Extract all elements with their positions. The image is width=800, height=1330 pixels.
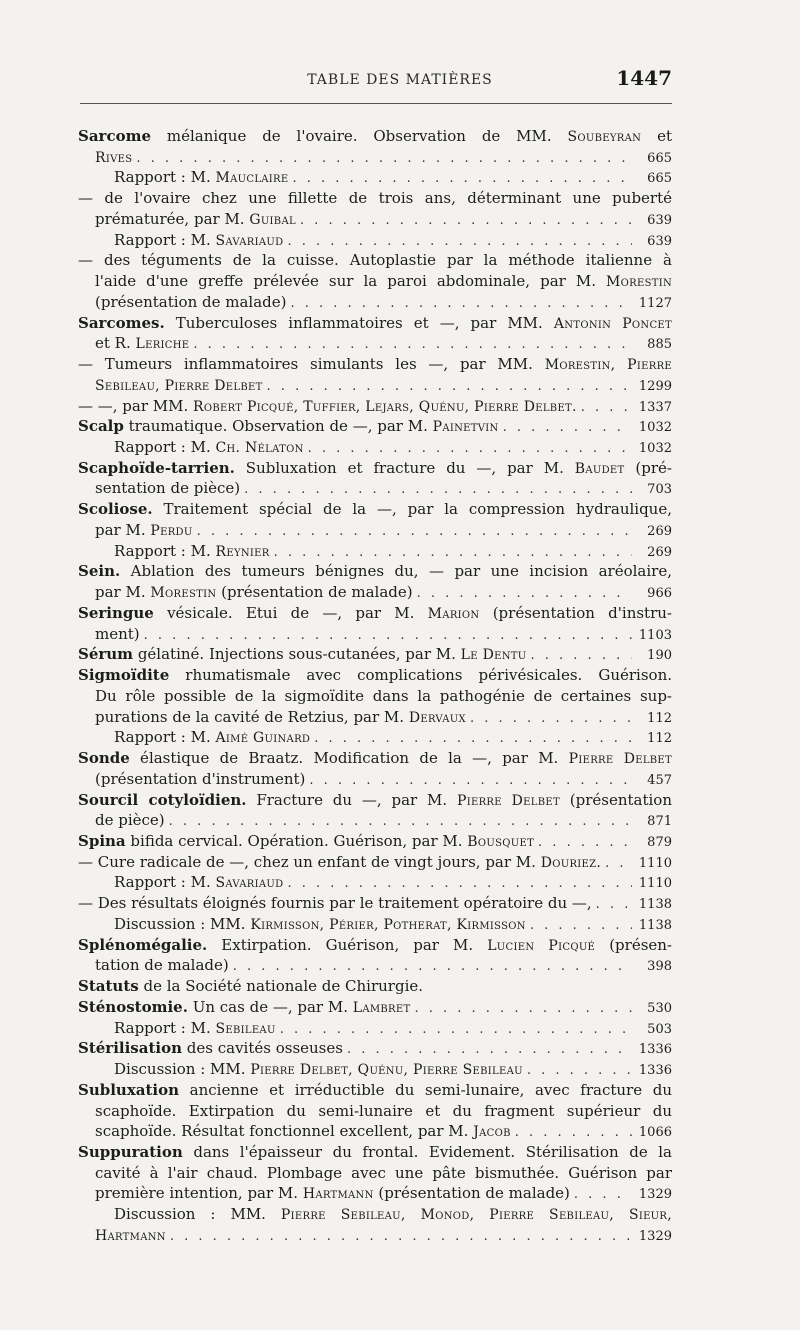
index-line: [78, 603, 672, 624]
index-line: [78, 1018, 672, 1039]
entry-text: [114, 167, 288, 189]
index-line: [78, 1080, 672, 1101]
entry-text: [78, 313, 672, 335]
index-line: [78, 333, 672, 354]
entry-fragment: rhumatismale avec complications périvésicales. Guérison.: [169, 666, 672, 685]
index-line: [78, 831, 672, 852]
entry-text: [114, 1018, 276, 1040]
index-line: [78, 313, 672, 334]
dot-leader: [287, 874, 632, 895]
index-line: [78, 126, 672, 147]
entry-text: [78, 1142, 672, 1163]
dot-leader: [197, 522, 632, 543]
entry-page-ref: 1066: [638, 1125, 672, 1141]
index-line: [78, 541, 672, 562]
entry-page-ref: 665: [647, 171, 672, 187]
entry-text: [95, 1225, 166, 1247]
entry-page-ref: 1032: [638, 441, 672, 457]
entry-fragment: prématurée, par M.: [95, 209, 250, 228]
author-name: Jacob: [473, 1124, 511, 1141]
index-line: [78, 955, 672, 976]
entry-page-ref: 1110: [638, 855, 672, 871]
author-name: Reynier: [215, 543, 270, 560]
entry-fragment: scaphoïde. Résultat fonctionnel excellent, par M.: [95, 1122, 474, 1141]
author-name: Perdu: [150, 522, 193, 539]
entry-fragment: purations de la cavité de Retzius, par M.: [95, 707, 409, 726]
index-line: [78, 1059, 672, 1080]
entry-text: [78, 790, 672, 812]
entry-page-ref: 1336: [638, 1063, 672, 1079]
index-line: [78, 1142, 672, 1163]
entry-page-ref: 398: [647, 959, 672, 975]
entry-fragment: (présentation d'instrument): [95, 769, 306, 788]
entry-page-ref: 966: [647, 586, 672, 602]
index-line: [78, 1183, 672, 1204]
entry-fragment: Traitement spécial de la —, par la compression hydraulique,: [152, 500, 672, 519]
entry-fragment: Ablation des tumeurs bénignes du, — par une incision aréolaire,: [120, 562, 672, 581]
entry-text: [78, 250, 672, 271]
dot-leader: [581, 398, 632, 419]
dot-leader: [144, 626, 632, 647]
entry-text: [95, 1101, 672, 1122]
entry-page-ref: 1110: [638, 876, 672, 892]
dot-leader: [531, 646, 633, 667]
entry-fragment: et R.: [95, 334, 136, 353]
entry-fragment: de pièce): [95, 811, 165, 830]
entry-text: [78, 644, 527, 666]
entry-fragment: Discussion : MM.: [114, 1205, 281, 1224]
index-line: [78, 707, 672, 728]
dot-leader: [136, 149, 632, 170]
author-name: Pierre Sebileau, Monod, Pierre Sebileau, Sieur,: [280, 1207, 672, 1224]
dot-leader: [527, 1061, 632, 1082]
entry-fragment: Rapport : M.: [114, 438, 216, 457]
dot-leader: [292, 169, 632, 190]
author-name: Sebileau: [215, 1020, 276, 1037]
entry-fragment: (présentation: [559, 790, 672, 809]
index-line: [78, 1204, 672, 1225]
entry-page-ref: 1138: [638, 917, 672, 933]
entry-page-ref: 1138: [638, 897, 672, 913]
entry-fragment: l'aide d'une greffe prélevée sur la paroi abdominale, par M.: [95, 272, 607, 291]
author-name: Ch. Nélaton: [215, 440, 304, 457]
index-line: [78, 520, 672, 541]
entry-text: [95, 292, 286, 313]
entry-text: [95, 1183, 570, 1205]
entry-text: [78, 354, 672, 376]
index-line: [78, 271, 672, 292]
entry-page-ref: 639: [647, 233, 672, 249]
index-line: [78, 396, 672, 417]
entry-headword: Scalp: [78, 417, 124, 436]
index-line: [78, 292, 672, 313]
entry-text: [95, 1121, 511, 1143]
entry-text: [114, 914, 526, 936]
entry-page-ref: 503: [647, 1021, 672, 1037]
entry-text: [78, 831, 534, 853]
author-name: Hartmann: [95, 1227, 166, 1244]
author-name: Antonin Poncet: [553, 315, 673, 332]
entry-fragment: — Des résultats éloignés fournis par le traitement opératoire du —,: [78, 894, 592, 913]
author-name: Savariaud: [215, 232, 284, 249]
entry-text: [95, 955, 229, 976]
entry-fragment: Rapport : M.: [114, 728, 216, 747]
entry-text: [78, 852, 601, 874]
dot-leader: [417, 584, 632, 605]
entry-headword: Seringue: [78, 603, 154, 622]
entry-text: [78, 935, 672, 957]
dot-leader: [414, 999, 632, 1020]
entry-fragment: cavité à l'air chaud. Plombage avec une pâte bismuthée. Guérison par: [95, 1163, 672, 1182]
index-line: [78, 230, 672, 251]
author-name: Sebileau, Pierre Delbet: [95, 377, 263, 394]
entry-fragment: Rapport : M.: [114, 541, 216, 560]
entry-page-ref: 1103: [638, 627, 672, 643]
dot-leader: [314, 729, 632, 750]
author-name: Pierre Delbet: [457, 792, 560, 809]
dot-leader: [300, 211, 632, 232]
author-name: Mauclaire: [215, 170, 289, 187]
entry-headword: Scaphoïde-tarrien.: [78, 458, 235, 477]
entry-headword: Statuts: [78, 977, 139, 996]
dot-leader: [267, 377, 632, 398]
entry-fragment: élastique de Braatz. Modification de la —, par M.: [129, 749, 569, 768]
entry-page-ref: 639: [647, 212, 672, 228]
author-name: Marion: [427, 605, 480, 622]
dot-leader: [347, 1040, 632, 1061]
index-line: [78, 893, 672, 914]
entry-fragment: (présentation d'instru-: [479, 603, 672, 622]
entry-fragment: Rapport : M.: [114, 1018, 216, 1037]
entry-fragment: dans l'épaisseur du frontal. Evidement. Stérilisation de la: [182, 1142, 672, 1161]
entry-page-ref: 457: [647, 772, 672, 788]
author-name: Le Dentu: [460, 647, 527, 664]
entry-fragment: mélanique de l'ovaire. Observation de MM.: [151, 127, 568, 145]
entry-fragment: Fracture du —, par M.: [246, 790, 457, 809]
entry-text: [78, 893, 592, 914]
entry-fragment: — de l'ovaire chez une fillette de trois ans, déterminant une puberté: [78, 189, 672, 208]
author-name: Kirmisson, Périer, Potherat, Kirmisson: [250, 916, 526, 933]
entry-text: [95, 147, 132, 169]
index-line: [78, 852, 672, 873]
entry-page-ref: 1127: [638, 295, 672, 311]
entry-text: [78, 499, 672, 520]
author-name: Pierre Delbet, Quénu, Pierre Sebileau: [250, 1062, 523, 1079]
entry-page-ref: 1329: [638, 1228, 672, 1244]
index-line: [78, 644, 672, 665]
index-line: [78, 375, 672, 396]
entry-text: [78, 561, 672, 582]
index-line: [78, 437, 672, 458]
dot-leader: [287, 232, 632, 253]
entry-text: [114, 437, 304, 459]
running-header-title: TABLE DES MATIÈRES: [307, 72, 493, 88]
entry-headword: Sourcil cotyloïdien.: [78, 790, 247, 809]
entry-text: [78, 748, 672, 770]
entry-headword: Scoliose.: [78, 500, 153, 519]
entry-fragment: vésicale. Etui de —, par M.: [153, 603, 428, 622]
entry-headword: Subluxation: [78, 1080, 180, 1099]
author-name: Lucien Picqué: [487, 937, 596, 954]
entry-headword: Sein.: [78, 562, 121, 581]
dot-leader: [280, 1020, 632, 1041]
entry-fragment: Rapport : M.: [114, 873, 216, 892]
entry-fragment: (pré-: [624, 458, 672, 477]
dot-leader: [244, 480, 632, 501]
index-line: [78, 250, 672, 271]
entry-page-ref: 530: [647, 1000, 672, 1016]
entry-fragment: Du rôle possible de la sigmoïdite dans la pathogénie de certaines sup-: [95, 686, 672, 705]
entry-text: [78, 416, 499, 438]
dot-leader: [170, 1227, 632, 1248]
entry-page-ref: 665: [647, 150, 672, 166]
entry-text: [114, 872, 283, 894]
entry-fragment: Subluxation et fracture du —, par M.: [234, 458, 575, 477]
entry-page-ref: 269: [647, 523, 672, 539]
author-name: Aimé Guinard: [215, 730, 311, 747]
entry-fragment: (présentation de malade): [95, 292, 287, 311]
entry-fragment: (présentation de malade): [216, 583, 413, 602]
index-line: [78, 727, 672, 748]
entry-text: [114, 1059, 523, 1081]
dot-leader: [193, 335, 632, 356]
author-name: Douriez.: [540, 854, 602, 871]
author-name: Bousquet: [467, 833, 535, 850]
entry-page-ref: 190: [647, 648, 672, 664]
author-name: Dervaux: [408, 709, 466, 726]
entry-page-ref: 1337: [638, 399, 672, 415]
author-name: Morestin, Pierre: [544, 357, 672, 374]
entry-text: [78, 396, 577, 418]
entry-text: [78, 997, 410, 1019]
entry-headword: Spina: [78, 831, 126, 850]
entry-text: [78, 976, 423, 997]
entry-text: [78, 1038, 343, 1059]
index-line: [78, 790, 672, 811]
index-line: [78, 582, 672, 603]
entry-headword: Suppuration: [78, 1142, 183, 1161]
entry-text: [114, 541, 270, 563]
entry-text: [95, 582, 413, 604]
entry-fragment: sentation de pièce): [95, 479, 241, 498]
dot-leader: [169, 812, 632, 833]
entry-text: [114, 727, 310, 749]
entry-fragment: Rapport : M.: [114, 168, 216, 187]
dot-leader: [308, 439, 632, 460]
entry-fragment: Extirpation. Guérison, par M.: [207, 935, 488, 954]
entry-fragment: (présen-: [595, 935, 673, 954]
index-line: [78, 914, 672, 935]
index-line: [78, 810, 672, 831]
entry-fragment: bifida cervical. Opération. Guérison, par M.: [125, 831, 468, 850]
index-line: [78, 624, 672, 645]
entry-text: [95, 209, 296, 231]
index-line: [78, 458, 672, 479]
index-line: [78, 499, 672, 520]
entry-fragment: scaphoïde. Extirpation du semi-lunaire et du fragment supérieur du: [95, 1101, 672, 1120]
index-line: [78, 872, 672, 893]
author-name: Robert Picqué, Tuffier, Lejars, Quénu, Pierre Delbet.: [193, 398, 577, 415]
entry-text: [95, 686, 672, 707]
author-name: Rives: [95, 149, 133, 166]
entry-text: [95, 271, 672, 293]
entry-fragment: des cavités osseuses: [182, 1039, 343, 1058]
entry-headword: Sonde: [78, 749, 130, 768]
entry-fragment: de la Société nationale de Chirurgie.: [138, 977, 424, 996]
index-line: [78, 1038, 672, 1059]
entry-fragment: et: [641, 127, 672, 145]
dot-leader: [596, 895, 632, 916]
index-line: [78, 1225, 672, 1246]
author-name: Baudet: [574, 460, 625, 477]
entry-page-ref: 1329: [638, 1187, 672, 1203]
entry-text: [95, 769, 305, 790]
index-line: [78, 769, 672, 790]
header-rule: [80, 103, 672, 104]
entry-headword: Sarcomes.: [78, 313, 165, 332]
entry-page-ref: 112: [647, 731, 672, 747]
entry-text: [78, 665, 672, 686]
entry-text: [95, 478, 240, 499]
entry-headword: Stérilisation: [78, 1039, 183, 1058]
entry-headword: Sténostomie.: [78, 997, 188, 1016]
entry-text: [114, 230, 283, 252]
author-name: Morestin: [606, 274, 672, 291]
index-line: [78, 935, 672, 956]
author-name: Pierre Delbet: [568, 751, 672, 768]
entry-text: [114, 1204, 672, 1226]
entry-fragment: Discussion : MM.: [114, 1060, 251, 1079]
author-name: Hartmann: [302, 1186, 374, 1203]
dot-leader: [515, 1123, 632, 1144]
entry-fragment: ment): [95, 624, 140, 643]
index-line: [78, 209, 672, 230]
index-line: [78, 1121, 672, 1142]
entry-page-ref: 1032: [638, 420, 672, 436]
entry-text: [95, 333, 189, 355]
entry-fragment: première intention, par M.: [95, 1184, 303, 1203]
dot-leader: [538, 833, 632, 854]
index-line: [78, 1163, 672, 1184]
entry-page-ref: 885: [647, 337, 672, 353]
entry-text: [95, 1163, 672, 1184]
entry-page-ref: 269: [647, 544, 672, 560]
entry-page-ref: 871: [647, 814, 672, 830]
entry-page-ref: 879: [647, 834, 672, 850]
entry-text: [78, 1080, 672, 1101]
index-line: [78, 1101, 672, 1122]
entry-page-ref: 1299: [638, 378, 672, 394]
index-line: [78, 997, 672, 1018]
entry-fragment: — Tumeurs inflammatoires simulants les —, par MM.: [78, 355, 545, 374]
entry-page-ref: 1336: [638, 1042, 672, 1058]
dot-leader: [274, 543, 632, 564]
entry-headword: Splénomégalie.: [78, 935, 208, 954]
entry-text: [78, 126, 672, 148]
entry-text: [78, 188, 672, 209]
entry-text: [95, 520, 193, 542]
entry-fragment: (présentation de malade): [373, 1184, 570, 1203]
index-line: [78, 561, 672, 582]
entry-fragment: Rapport : M.: [114, 230, 216, 249]
entry-fragment: ancienne et irréductible du semi-lunaire, avec fracture du: [179, 1080, 672, 1099]
index-entries: [78, 126, 672, 1246]
index-line: [78, 478, 672, 499]
index-line: [78, 976, 672, 997]
dot-leader: [309, 771, 632, 792]
entry-text: [95, 810, 165, 831]
page-number: 1447: [616, 66, 672, 90]
entry-text: [78, 603, 672, 625]
author-name: Lambret: [352, 999, 411, 1016]
entry-fragment: Tuberculoses inflammatoires et —, par MM.: [164, 313, 554, 332]
entry-text: [95, 707, 466, 729]
index-line: [78, 188, 672, 209]
entry-fragment: traumatique. Observation de —, par M.: [123, 417, 433, 436]
index-line: [78, 416, 672, 437]
author-name: Guibal: [249, 211, 296, 228]
entry-text: [95, 624, 140, 645]
entry-fragment: tation de malade): [95, 956, 229, 975]
entry-fragment: par M.: [95, 583, 151, 602]
entry-fragment: gélatiné. Injections sous-cutanées, par M.: [133, 645, 461, 664]
index-line: [78, 665, 672, 686]
entry-fragment: — —, par MM.: [78, 396, 194, 415]
author-name: Leriche: [135, 336, 190, 353]
author-name: Savariaud: [215, 875, 284, 892]
entry-text: [95, 375, 263, 397]
dot-leader: [605, 854, 632, 875]
entry-page-ref: 703: [647, 482, 672, 498]
dot-leader: [233, 957, 632, 978]
entry-fragment: — Cure radicale de —, chez un enfant de vingt jours, par M.: [78, 852, 541, 871]
entry-headword: Sérum: [78, 645, 134, 664]
entry-fragment: Un cas de —, par M.: [187, 997, 353, 1016]
author-name: Painetvin: [432, 419, 499, 436]
entry-fragment: Discussion : MM.: [114, 914, 251, 933]
index-line: [78, 147, 672, 168]
index-line: [78, 167, 672, 188]
index-line: [78, 686, 672, 707]
index-line: [78, 748, 672, 769]
dot-leader: [290, 294, 632, 315]
entry-text: [78, 458, 672, 480]
author-name: Morestin: [150, 585, 217, 602]
entry-headword: Sigmoïdite: [78, 666, 170, 685]
dot-leader: [470, 709, 632, 730]
dot-leader: [503, 418, 632, 439]
entry-page-ref: 112: [647, 710, 672, 726]
dot-leader: [574, 1185, 632, 1206]
entry-headword: Sarcome: [78, 127, 152, 145]
index-line: [78, 354, 672, 375]
entry-fragment: par M.: [95, 520, 151, 539]
dot-leader: [530, 916, 632, 937]
entry-fragment: — des téguments de la cuisse. Autoplastie par la méthode italienne à: [78, 251, 672, 270]
author-name: Soubeyran: [567, 129, 642, 145]
